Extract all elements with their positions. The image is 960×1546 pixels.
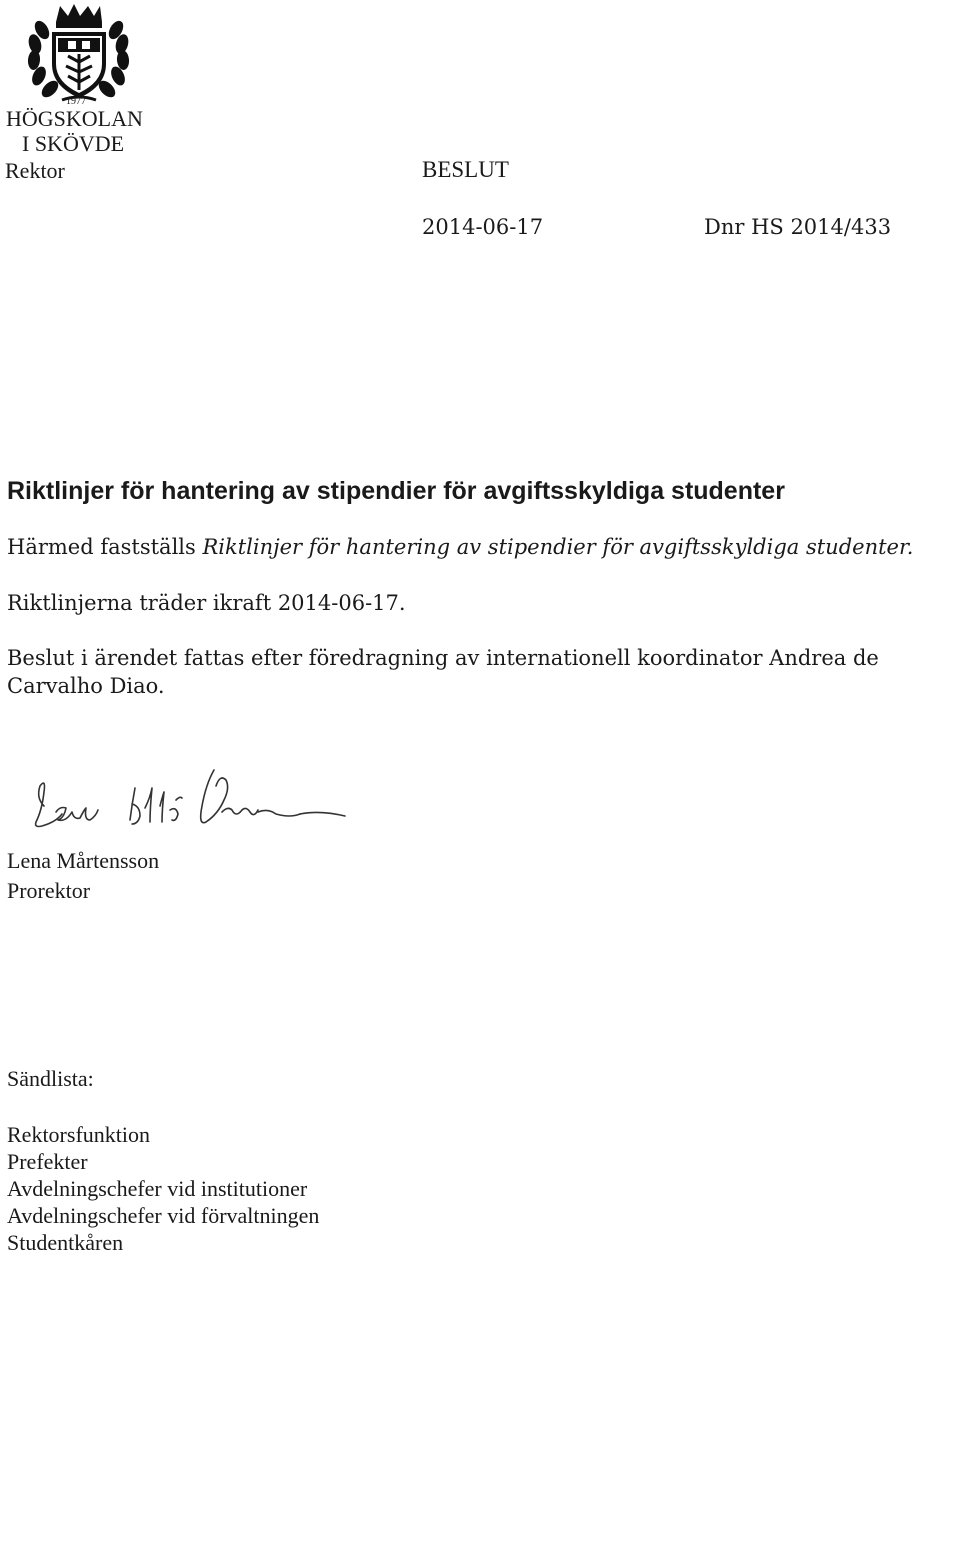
org-name-line1: HÖGSKOLAN (6, 106, 143, 131)
list-item: Avdelningschefer vid förvaltningen (7, 1203, 320, 1228)
document-type: BESLUT (422, 157, 509, 182)
crown-icon (56, 4, 102, 28)
paragraph-presenter-line2: Carvalho Diao. (7, 674, 165, 698)
paragraph-adoption-prefix: Härmed fastställs (7, 535, 203, 559)
handwritten-signature (0, 748, 380, 858)
signer-role: Prorektor (7, 878, 91, 903)
org-name-line2: I SKÖVDE (22, 131, 125, 156)
document-date: 2014-06-17 (422, 215, 544, 239)
document-title: Riktlinjer för hantering av stipendier för avgiftsskyldiga studenter (7, 477, 785, 505)
paragraph-effective-date: Riktlinjerna träder ikraft 2014-06-17. (7, 591, 406, 615)
university-seal-logo (22, 2, 134, 106)
signer-name: Lena Mårtensson (7, 848, 160, 873)
distribution-list-heading: Sändlista: (7, 1066, 94, 1091)
list-item: Avdelningschefer vid institutioner (7, 1176, 308, 1201)
paragraph-adoption (7, 535, 913, 559)
list-item: Rektorsfunktion (7, 1122, 150, 1147)
paragraph-adoption-italic-title: Riktlinjer för hantering av stipendier för avgiftsskyldiga studenter. (202, 535, 914, 559)
shield-icon (52, 32, 106, 98)
distribution-list (7, 1121, 319, 1256)
org-role: Rektor (5, 158, 65, 183)
document-reference-number: Dnr HS 2014/433 (704, 215, 892, 239)
list-item: Prefekter (7, 1149, 88, 1174)
paragraph-presenter-line1: Beslut i ärendet fattas efter föredragning av internationell koordinator Andrea de (7, 646, 879, 670)
seal-year: 1977 (66, 96, 86, 107)
list-item: Studentkåren (7, 1230, 124, 1255)
